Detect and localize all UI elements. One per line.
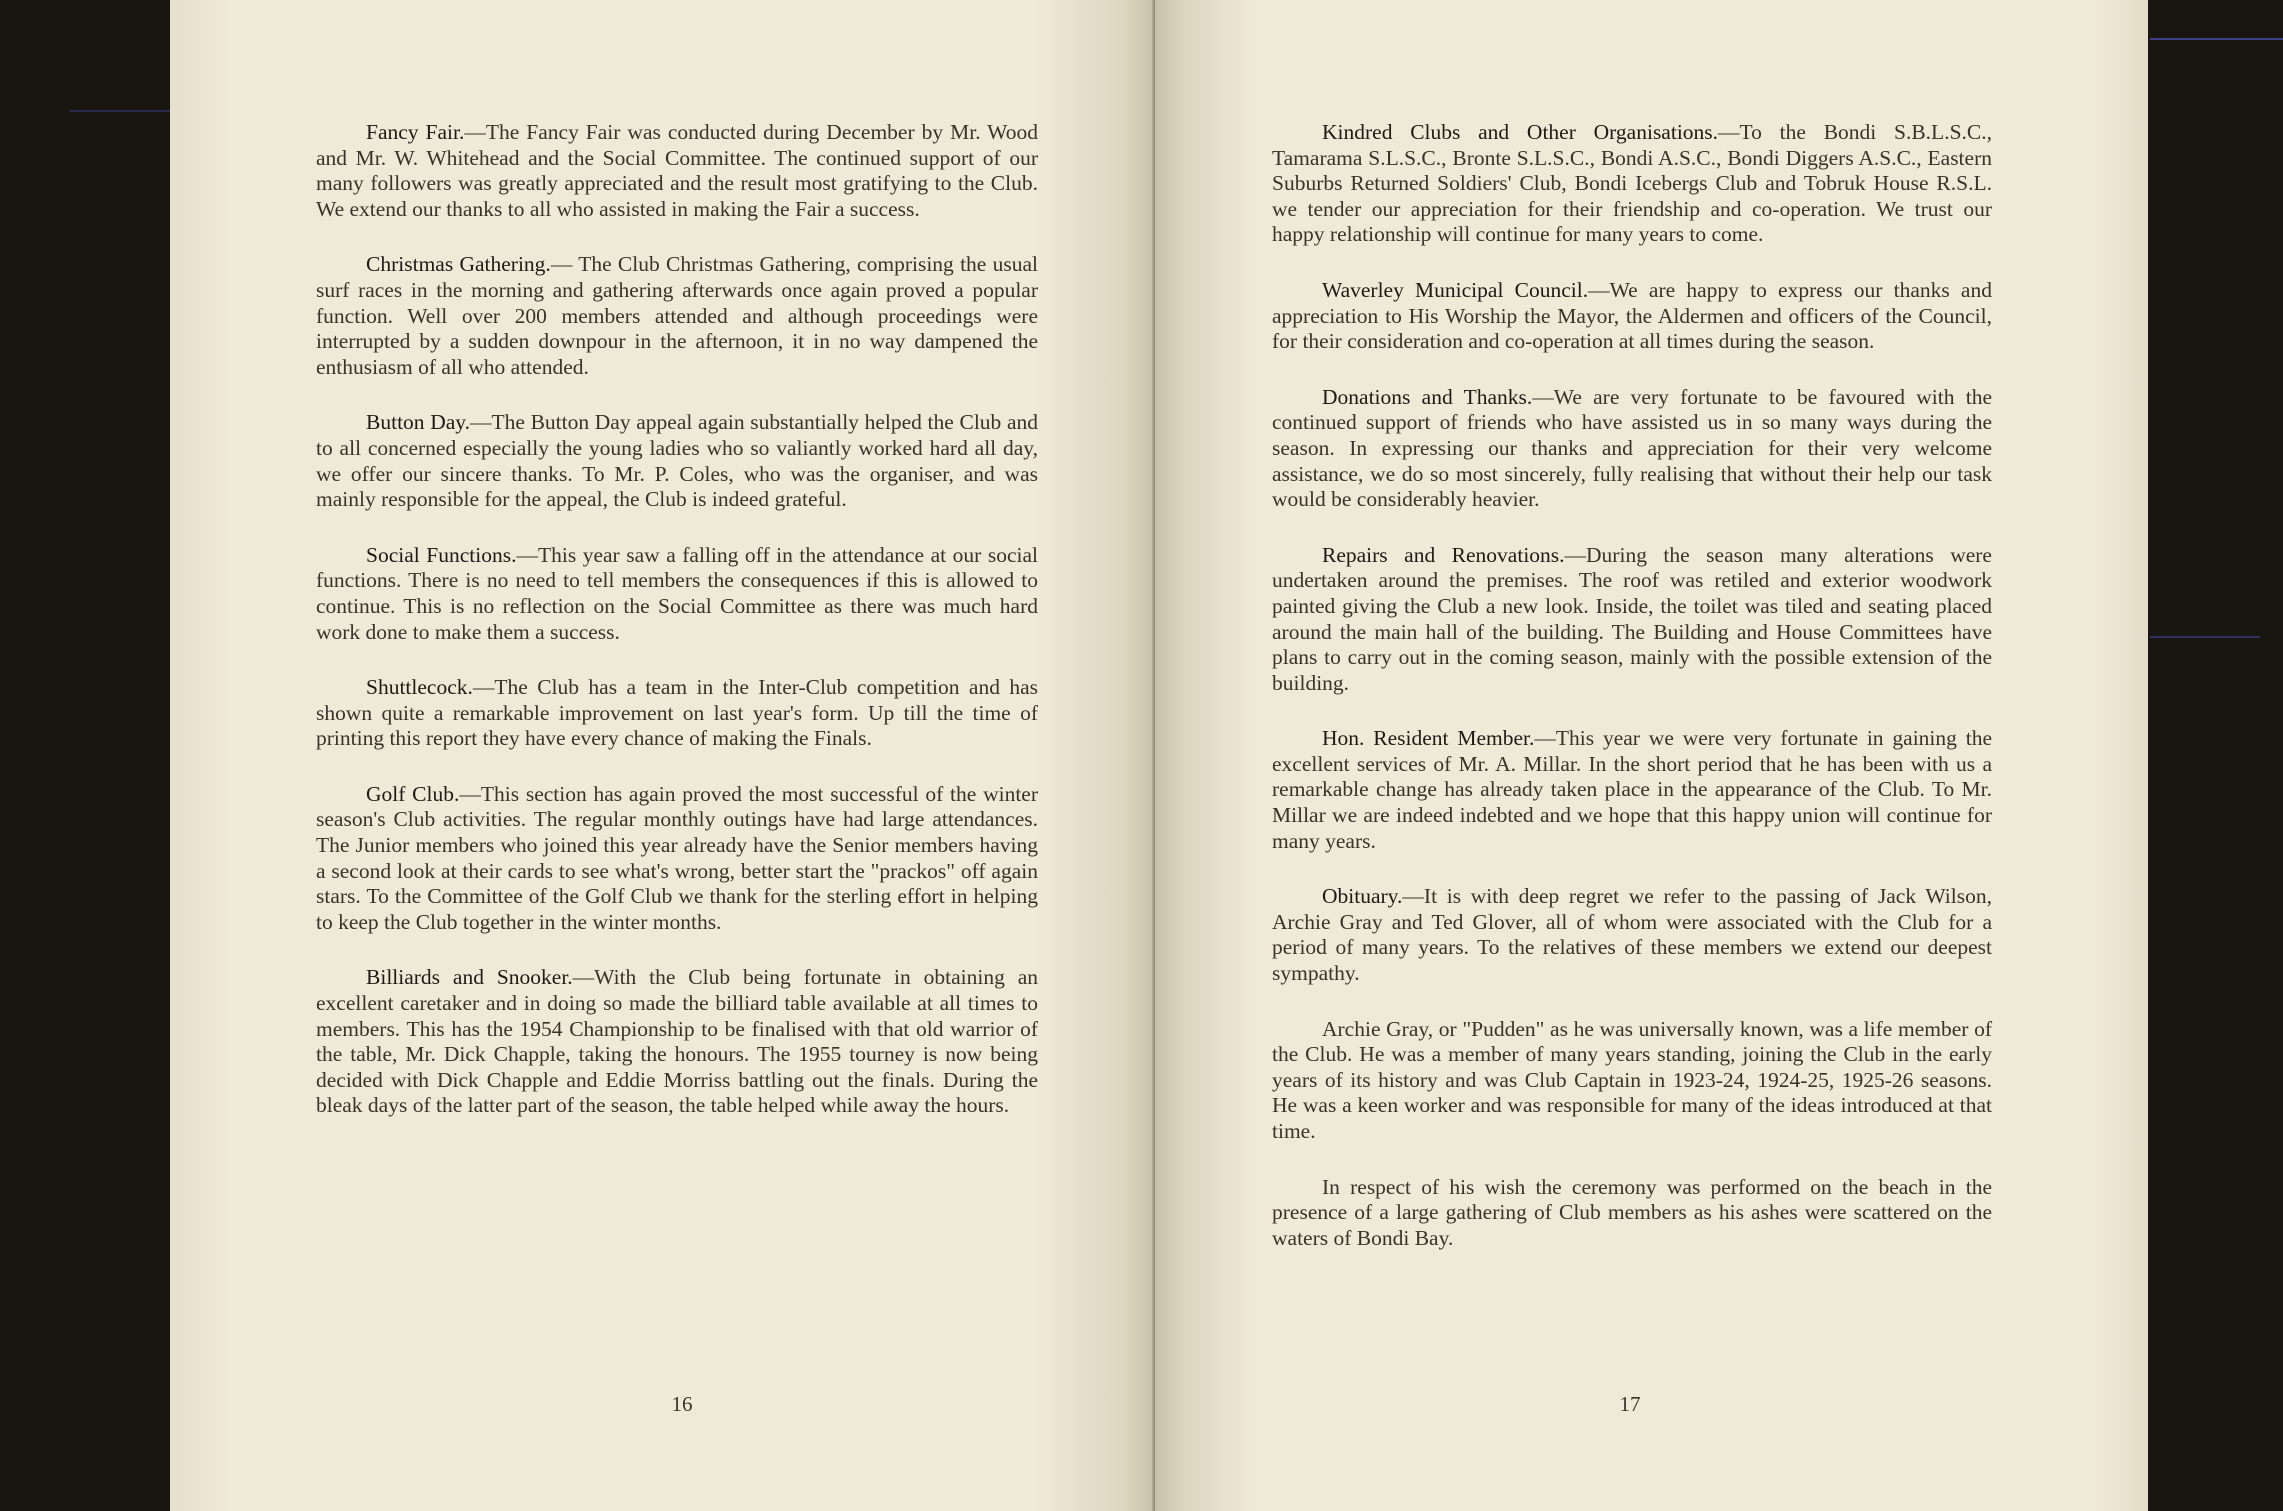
paragraph-heading: Social Functions.	[366, 542, 517, 567]
paragraph-repairs-renovations	[1272, 543, 1992, 697]
paragraph-hon-resident-member	[1272, 726, 1992, 854]
paragraph-heading: Kindred Clubs and Other Organisations.	[1322, 120, 1719, 144]
paragraph-heading: Billiards and Snooker.	[366, 965, 573, 990]
paragraph-text: —It is with deep regret we refer to the passing of Jack Wilson, Archie Gray and Ted Glover, all of whom were associated with the Club for a period of many years. To the relatives of these members we extend our deepest sympathy.	[1272, 884, 1992, 986]
paragraph-text: —During the season many alterations were undertaken around the premises. The roof was retiled and exterior woodwork painted giving the Club a new look. Inside, the toilet was tiled and seating placed around the main hall of the building. The Building and House Committees have plans to carry out in the coming season, mainly with the possible extension of the building.	[1272, 542, 1992, 695]
paragraph-button-day	[316, 410, 1038, 512]
paragraph-heading: Button Day.	[366, 410, 470, 435]
scan-edge-line-top-right	[2150, 38, 2283, 40]
page-number: 16	[671, 1392, 693, 1416]
left-text-column	[316, 120, 1038, 1149]
paragraph-text: —This year saw a falling off in the attendance at our social functions. There is no need to tell members the consequences if this is allowed to continue. This is no reflection on the Social Committee as there was much hard work done to make them a success.	[316, 542, 1038, 644]
left-page	[170, 0, 1155, 1511]
paragraph-archie-gray	[1272, 1017, 1992, 1145]
paragraph-text: —This section has again proved the most successful of the winter season's Club activities. The regular monthly outings have had large attendances. The Junior members who joined this year already have the Senior members having a second look at their cards to see what's wrong, better start the "prackos" off again stars. To the Committee of the Golf Club we thank for the sterling effort in helping to keep the Club together in the winter months.	[316, 781, 1038, 934]
paragraph-text: —The Button Day appeal again substantially helped the Club and to all concerned especially the young ladies who so valiantly worked hard all day, we offer our sincere thanks. To Mr. P. Coles, who was the organiser, and was mainly responsible for the appeal, the Club is indeed grateful.	[316, 410, 1038, 512]
paragraph-text: —With the Club being fortunate in obtaining an excellent caretaker and in doing so made the billiard table available at all times to members. This has the 1954 Championship to be finalised with that old warrior of the table, Mr. Dick Chapple, taking the honours. The 1955 tourney is now being decided with Dick Chapple and Eddie Morriss battling out the finals. During the bleak days of the latter part of the season, the table helped while away the hours.	[316, 965, 1038, 1118]
scan-edge-line-top-left	[70, 110, 170, 112]
paragraph-text: In respect of his wish the ceremony was performed on the beach in the presence of a large gathering of Club members as his ashes were scattered on the waters of Bondi Bay.	[1272, 1174, 1992, 1250]
paragraph-golf-club	[316, 782, 1038, 936]
paragraph-heading: Christmas Gathering.	[366, 252, 551, 277]
paragraph-billiards-snooker	[316, 965, 1038, 1119]
paragraph-heading: Obituary.	[1322, 884, 1403, 909]
paragraph-heading: Repairs and Renovations.	[1322, 542, 1565, 567]
paragraph-obituary	[1272, 884, 1992, 986]
paragraph-heading: Fancy Fair.	[366, 120, 465, 144]
paragraph-text: —The Fancy Fair was conducted during December by Mr. Wood and Mr. W. Whitehead and the Social Committee. The continued support of our many followers was greatly appreciated and the result most gratifying to the Club. We extend our thanks to all who assisted in making the Fair a success.	[316, 120, 1038, 221]
paragraph-text: Archie Gray, or "Pudden" as he was universally known, was a life member of the Club. He was a member of many years standing, joining the Club in the early years of its history and was Club Captain in 1923-24, 1924-25, 1925-26 seasons. He was a keen worker and was responsible for many of the ideas introduced at that time.	[1272, 1016, 1992, 1143]
paragraph-text: —To the Bondi S.B.L.S.C., Tamarama S.L.S.C., Bronte S.L.S.C., Bondi A.S.C., Bondi Diggers A.S.C., Eastern Suburbs Returned Soldiers' Club, Bondi Icebergs Club and Tobruk House R.S.L. we tender our appreciation for their friendship and co-operation. We trust our happy relationship will continue for many years to come.	[1272, 120, 1992, 247]
paragraph-text: —This year we were very fortunate in gaining the excellent services of Mr. A. Millar. In the short period that he has been with us a remarkable change has already taken place in the appearance of the Club. To Mr. Millar we are indeed indebted and we hope that this happy union will continue for many years.	[1272, 726, 1993, 853]
paragraph-text: —We are very fortunate to be favoured with the continued support of friends who have assisted us in so many ways during the season. In expressing our thanks and appreciation for their very welcome assistance, we do so most sincerely, fully realising that without their help our task would be considerably heavier.	[1272, 384, 1992, 512]
paragraph-social-functions	[316, 543, 1038, 645]
paragraph-waverley-council	[1272, 278, 1992, 355]
right-text-column	[1272, 120, 1992, 1281]
paragraph-ceremony	[1272, 1175, 1992, 1252]
paragraph-donations-thanks	[1272, 385, 1992, 513]
paragraph-kindred-clubs	[1272, 120, 1992, 248]
paragraph-text: —We are happy to express our thanks and appreciation to His Worship the Mayor, the Aldermen and officers of the Council, for their consideration and co-operation at all times during the season.	[1272, 277, 1992, 354]
paragraph-heading: Waverley Municipal Council.	[1322, 277, 1589, 302]
paragraph-heading: Donations and Thanks.	[1322, 384, 1533, 409]
paragraph-christmas-gathering	[316, 252, 1038, 380]
scan-edge-line-mid-right	[2150, 636, 2260, 638]
paragraph-text: — The Club Christmas Gathering, comprising the usual surf races in the morning and gathering afterwards once again proved a popular function. Well over 200 members attended and although proceedings were interrupted by a sudden downpour in the afternoon, it in no way dampened the enthusiasm of all who attended.	[316, 252, 1038, 379]
page-number: 17	[1619, 1392, 1641, 1416]
paragraph-fancy-fair	[316, 120, 1038, 222]
paragraph-heading: Shuttlecock.	[366, 675, 473, 700]
right-page	[1155, 0, 2148, 1511]
paragraph-heading: Hon. Resident Member.	[1322, 726, 1535, 751]
paragraph-text: —The Club has a team in the Inter-Club competition and has shown quite a remarkable improvement on last year's form. Up till the time of printing this report they have every chance of making the Finals.	[316, 675, 1038, 751]
paragraph-heading: Golf Club.	[366, 781, 460, 806]
paragraph-shuttlecock	[316, 675, 1038, 752]
